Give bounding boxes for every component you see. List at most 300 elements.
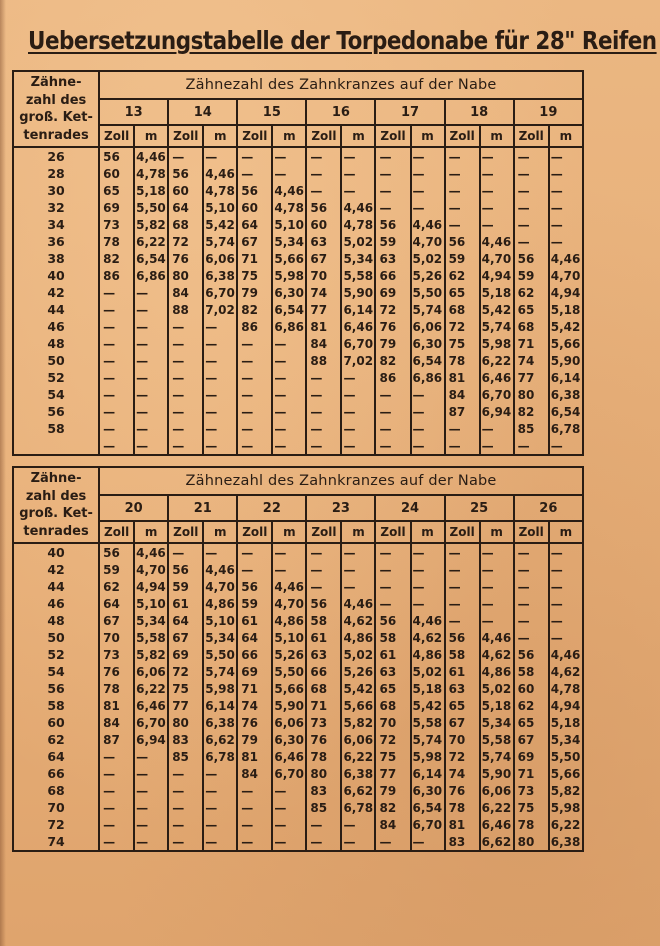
meter-value-cell: —	[134, 420, 168, 437]
table-row	[13, 216, 583, 233]
zoll-value-cell: —	[375, 165, 410, 182]
zoll-value-cell: 76	[306, 731, 341, 748]
meter-value-cell: 7,02	[341, 352, 375, 369]
meter-value-cell: 5,74	[203, 663, 237, 680]
zoll-value-cell: —	[375, 147, 410, 165]
zoll-value-cell: —	[168, 816, 203, 833]
chainring-teeth-cell: 60	[13, 714, 99, 731]
row-header-corner	[13, 71, 99, 147]
table-row	[13, 799, 583, 816]
meter-value-cell: —	[341, 561, 375, 578]
meter-value-cell: 5,90	[549, 352, 583, 369]
unit-m-header: m	[411, 125, 445, 147]
header-row-units	[13, 521, 583, 543]
meter-value-cell: —	[411, 386, 445, 403]
zoll-value-cell: —	[514, 233, 549, 250]
meter-value-cell: 6,70	[411, 816, 445, 833]
meter-value-cell: 6,46	[480, 816, 514, 833]
meter-value-cell: 6,70	[134, 714, 168, 731]
zoll-value-cell: —	[445, 561, 480, 578]
meter-value-cell: 5,98	[272, 267, 306, 284]
zoll-value-cell: 56	[514, 250, 549, 267]
chainring-teeth-cell: 58	[13, 420, 99, 437]
meter-value-cell: 5,10	[203, 612, 237, 629]
unit-m-header: m	[134, 125, 168, 147]
meter-value-cell: 5,02	[341, 646, 375, 663]
zoll-value-cell: 56	[168, 561, 203, 578]
chainring-teeth-cell: 58	[13, 697, 99, 714]
zoll-value-cell: —	[168, 335, 203, 352]
zoll-value-cell: 60	[168, 182, 203, 199]
binding-fold	[0, 0, 6, 946]
zoll-value-cell: 77	[375, 765, 410, 782]
zoll-value-cell: 77	[514, 369, 549, 386]
meter-value-cell: 6,06	[341, 731, 375, 748]
meter-value-cell: 7,02	[203, 301, 237, 318]
table-row	[13, 386, 583, 403]
meter-value-cell: 5,82	[549, 782, 583, 799]
meter-value-cell: 6,38	[203, 267, 237, 284]
zoll-value-cell: 80	[168, 714, 203, 731]
table-row	[13, 629, 583, 646]
meter-value-cell: 5,34	[272, 233, 306, 250]
zoll-value-cell: 87	[99, 731, 134, 748]
zoll-value-cell: 78	[514, 816, 549, 833]
chainring-teeth-cell: 40	[13, 267, 99, 284]
zoll-value-cell: —	[445, 147, 480, 165]
zoll-value-cell: —	[514, 182, 549, 199]
meter-value-cell: 5,50	[411, 284, 445, 301]
meter-value-cell: 5,58	[480, 731, 514, 748]
meter-value-cell: 6,70	[341, 335, 375, 352]
meter-value-cell: —	[549, 182, 583, 199]
zoll-value-cell: —	[306, 386, 341, 403]
meter-value-cell: —	[480, 199, 514, 216]
zoll-value-cell: —	[375, 595, 410, 612]
zoll-value-cell: 73	[99, 646, 134, 663]
zoll-value-cell: 83	[168, 731, 203, 748]
unit-zoll-header: Zoll	[445, 125, 480, 147]
meter-value-cell: 4,62	[480, 646, 514, 663]
meter-value-cell: —	[480, 437, 514, 455]
zoll-value-cell: 74	[514, 352, 549, 369]
row-header-line: tenrades	[23, 127, 89, 143]
meter-value-cell: 4,46	[480, 629, 514, 646]
sprocket-teeth-header: 20	[99, 495, 168, 521]
table-row	[13, 748, 583, 765]
zoll-value-cell: 82	[375, 799, 410, 816]
row-header-line: zahl des	[25, 488, 87, 504]
meter-value-cell: 4,46	[411, 216, 445, 233]
unit-m-header: m	[549, 521, 583, 543]
meter-value-cell: 4,78	[203, 182, 237, 199]
meter-value-cell: 5,66	[549, 335, 583, 352]
meter-value-cell: 6,94	[480, 403, 514, 420]
meter-value-cell: 5,98	[480, 335, 514, 352]
zoll-value-cell: 67	[237, 233, 272, 250]
sprocket-teeth-header: 22	[237, 495, 306, 521]
zoll-value-cell: —	[168, 833, 203, 851]
zoll-value-cell: 77	[306, 301, 341, 318]
meter-value-cell: 5,82	[341, 714, 375, 731]
zoll-value-cell: 76	[168, 250, 203, 267]
meter-value-cell: 4,70	[480, 250, 514, 267]
meter-value-cell: 4,78	[549, 680, 583, 697]
meter-value-cell: 5,98	[411, 748, 445, 765]
zoll-value-cell: 79	[237, 284, 272, 301]
zoll-value-cell: —	[168, 318, 203, 335]
zoll-value-cell: —	[99, 301, 134, 318]
zoll-value-cell: 67	[306, 250, 341, 267]
meter-value-cell: —	[272, 165, 306, 182]
table-row	[13, 612, 583, 629]
meter-value-cell: —	[203, 386, 237, 403]
meter-value-cell: —	[341, 386, 375, 403]
meter-value-cell: 6,06	[411, 318, 445, 335]
meter-value-cell: 6,86	[134, 267, 168, 284]
zoll-value-cell: —	[445, 543, 480, 561]
unit-m-header: m	[411, 521, 445, 543]
table-row	[13, 595, 583, 612]
meter-value-cell: —	[480, 612, 514, 629]
meter-value-cell: —	[203, 352, 237, 369]
zoll-value-cell: —	[237, 782, 272, 799]
table-row	[13, 165, 583, 182]
meter-value-cell: 6,70	[480, 386, 514, 403]
chainring-teeth-cell: 38	[13, 250, 99, 267]
meter-value-cell: 5,42	[549, 318, 583, 335]
unit-zoll-header: Zoll	[375, 521, 410, 543]
sprocket-teeth-header: 17	[375, 99, 444, 125]
zoll-value-cell: —	[514, 147, 549, 165]
meter-value-cell: 4,62	[341, 612, 375, 629]
meter-value-cell: —	[341, 816, 375, 833]
zoll-value-cell: 79	[237, 731, 272, 748]
zoll-value-cell: —	[306, 182, 341, 199]
meter-value-cell: 6,38	[549, 386, 583, 403]
zoll-value-cell: —	[306, 578, 341, 595]
meter-value-cell: 5,50	[549, 748, 583, 765]
table-header	[13, 71, 583, 147]
header-row-units	[13, 125, 583, 147]
meter-value-cell: —	[341, 369, 375, 386]
zoll-value-cell: —	[445, 612, 480, 629]
meter-value-cell: —	[411, 147, 445, 165]
meter-value-cell: —	[549, 147, 583, 165]
meter-value-cell: 6,54	[134, 250, 168, 267]
zoll-value-cell: 60	[237, 199, 272, 216]
meter-value-cell: —	[411, 420, 445, 437]
zoll-value-cell: 74	[237, 697, 272, 714]
meter-value-cell: —	[134, 352, 168, 369]
meter-value-cell: —	[341, 543, 375, 561]
zoll-value-cell: 84	[237, 765, 272, 782]
meter-value-cell: —	[203, 765, 237, 782]
chainring-teeth-cell: 44	[13, 578, 99, 595]
meter-value-cell: —	[341, 182, 375, 199]
meter-value-cell: 5,10	[134, 595, 168, 612]
zoll-value-cell: 76	[237, 714, 272, 731]
chainring-teeth-cell: 54	[13, 386, 99, 403]
zoll-value-cell: —	[168, 147, 203, 165]
unit-zoll-header: Zoll	[375, 125, 410, 147]
meter-value-cell: 5,42	[411, 697, 445, 714]
chainring-teeth-cell: 64	[13, 748, 99, 765]
zoll-value-cell: —	[306, 561, 341, 578]
meter-value-cell: 6,78	[203, 748, 237, 765]
zoll-value-cell: 82	[375, 352, 410, 369]
zoll-value-cell: 61	[375, 646, 410, 663]
zoll-value-cell: —	[237, 165, 272, 182]
table-row	[13, 403, 583, 420]
meter-value-cell: 6,54	[549, 403, 583, 420]
zoll-value-cell: —	[99, 782, 134, 799]
meter-value-cell: —	[134, 403, 168, 420]
meter-value-cell: —	[411, 403, 445, 420]
zoll-value-cell: 74	[445, 765, 480, 782]
table-row	[13, 437, 583, 455]
zoll-value-cell: —	[375, 199, 410, 216]
meter-value-cell: 6,86	[411, 369, 445, 386]
meter-value-cell: —	[549, 578, 583, 595]
zoll-value-cell: 64	[168, 612, 203, 629]
chainring-teeth-cell: 62	[13, 731, 99, 748]
zoll-value-cell: 81	[445, 369, 480, 386]
meter-value-cell: —	[411, 182, 445, 199]
zoll-value-cell: —	[168, 543, 203, 561]
meter-value-cell: 6,46	[134, 697, 168, 714]
meter-value-cell: 5,18	[549, 714, 583, 731]
zoll-value-cell: 66	[375, 267, 410, 284]
chainring-teeth-cell: 42	[13, 561, 99, 578]
zoll-value-cell: 62	[445, 267, 480, 284]
meter-value-cell: 5,10	[203, 199, 237, 216]
zoll-value-cell: 66	[237, 646, 272, 663]
chainring-teeth-cell: 66	[13, 765, 99, 782]
meter-value-cell: 4,78	[341, 216, 375, 233]
unit-zoll-header: Zoll	[99, 521, 134, 543]
zoll-value-cell: 72	[168, 663, 203, 680]
sprocket-teeth-header: 26	[514, 495, 583, 521]
meter-value-cell: 5,34	[341, 250, 375, 267]
zoll-value-cell: 65	[514, 301, 549, 318]
zoll-value-cell: —	[445, 595, 480, 612]
zoll-value-cell: 84	[306, 335, 341, 352]
row-header-line: groß. Ket-	[19, 506, 93, 521]
meter-value-cell: 6,38	[203, 714, 237, 731]
zoll-value-cell: 68	[306, 680, 341, 697]
meter-value-cell: 5,66	[272, 680, 306, 697]
sprocket-teeth-header: 18	[445, 99, 514, 125]
meter-value-cell: —	[341, 147, 375, 165]
zoll-value-cell: —	[99, 437, 134, 455]
meter-value-cell: 4,86	[203, 595, 237, 612]
zoll-value-cell: —	[168, 352, 203, 369]
zoll-value-cell: —	[99, 335, 134, 352]
zoll-value-cell: 81	[99, 697, 134, 714]
zoll-value-cell: 60	[99, 165, 134, 182]
meter-value-cell: 6,38	[341, 765, 375, 782]
table-row	[13, 561, 583, 578]
table-row	[13, 250, 583, 267]
zoll-value-cell: 71	[514, 335, 549, 352]
zoll-value-cell: —	[375, 561, 410, 578]
header-row-nabe	[13, 467, 583, 495]
meter-value-cell: —	[272, 420, 306, 437]
zoll-value-cell: 72	[375, 301, 410, 318]
meter-value-cell: —	[411, 578, 445, 595]
table-row	[13, 714, 583, 731]
meter-value-cell: 6,46	[480, 369, 514, 386]
zoll-value-cell: 65	[445, 284, 480, 301]
meter-value-cell: 4,94	[480, 267, 514, 284]
chainring-teeth-cell: 72	[13, 816, 99, 833]
meter-value-cell: —	[549, 199, 583, 216]
chainring-teeth-cell: 52	[13, 369, 99, 386]
zoll-value-cell: 84	[375, 816, 410, 833]
unit-zoll-header: Zoll	[168, 125, 203, 147]
zoll-value-cell: 79	[375, 782, 410, 799]
meter-value-cell: 6,06	[134, 663, 168, 680]
chainring-teeth-cell: 46	[13, 595, 99, 612]
zoll-value-cell: 65	[375, 680, 410, 697]
table-row	[13, 731, 583, 748]
meter-value-cell: 5,02	[411, 663, 445, 680]
zoll-value-cell: —	[237, 561, 272, 578]
meter-value-cell: 6,54	[272, 301, 306, 318]
meter-value-cell: 5,66	[549, 765, 583, 782]
zoll-value-cell: 64	[237, 216, 272, 233]
zoll-value-cell: —	[375, 403, 410, 420]
meter-value-cell: 4,46	[134, 543, 168, 561]
meter-value-cell: 4,70	[134, 561, 168, 578]
zoll-value-cell: —	[237, 352, 272, 369]
table-row	[13, 369, 583, 386]
meter-value-cell: —	[549, 543, 583, 561]
sprocket-teeth-header: 25	[445, 495, 514, 521]
zoll-value-cell: 77	[168, 697, 203, 714]
header-row-teeth	[13, 495, 583, 521]
zoll-value-cell: 62	[514, 697, 549, 714]
zoll-value-cell: 80	[514, 833, 549, 851]
zoll-value-cell: —	[237, 833, 272, 851]
zoll-value-cell: —	[375, 420, 410, 437]
row-header-line: Zähne-	[30, 75, 82, 90]
meter-value-cell: 6,54	[411, 799, 445, 816]
zoll-value-cell: —	[306, 420, 341, 437]
meter-value-cell: 6,14	[341, 301, 375, 318]
zoll-value-cell: —	[514, 561, 549, 578]
meter-value-cell: —	[272, 147, 306, 165]
meter-value-cell: 5,58	[411, 714, 445, 731]
meter-value-cell: 5,18	[480, 697, 514, 714]
meter-value-cell: 6,46	[272, 748, 306, 765]
meter-value-cell: —	[203, 782, 237, 799]
zoll-value-cell: 56	[514, 646, 549, 663]
meter-value-cell: 6,78	[549, 420, 583, 437]
zoll-value-cell: 56	[99, 147, 134, 165]
meter-value-cell: —	[134, 816, 168, 833]
meter-value-cell: —	[203, 437, 237, 455]
meter-value-cell: —	[134, 833, 168, 851]
zoll-value-cell: 81	[237, 748, 272, 765]
chainring-teeth-cell: 54	[13, 663, 99, 680]
meter-value-cell: —	[272, 816, 306, 833]
zoll-value-cell: 78	[99, 680, 134, 697]
unit-zoll-header: Zoll	[237, 521, 272, 543]
meter-value-cell: 6,62	[341, 782, 375, 799]
meter-value-cell: —	[272, 782, 306, 799]
zoll-value-cell: —	[168, 369, 203, 386]
unit-zoll-header: Zoll	[445, 521, 480, 543]
meter-value-cell: 5,98	[549, 799, 583, 816]
zoll-value-cell: 63	[375, 663, 410, 680]
zoll-value-cell: —	[237, 437, 272, 455]
meter-value-cell: —	[134, 437, 168, 455]
meter-value-cell: 5,26	[341, 663, 375, 680]
zoll-value-cell: 86	[375, 369, 410, 386]
zoll-value-cell: 68	[514, 318, 549, 335]
zoll-value-cell: —	[306, 165, 341, 182]
zoll-value-cell: —	[168, 782, 203, 799]
zoll-value-cell: —	[306, 403, 341, 420]
meter-value-cell: —	[272, 543, 306, 561]
zoll-value-cell: 60	[514, 680, 549, 697]
gear-table-top	[12, 70, 584, 456]
zoll-value-cell: 75	[168, 680, 203, 697]
meter-value-cell: —	[480, 543, 514, 561]
zoll-value-cell: 80	[306, 765, 341, 782]
zoll-value-cell: 56	[306, 199, 341, 216]
meter-value-cell: —	[134, 369, 168, 386]
zoll-value-cell: —	[514, 612, 549, 629]
chainring-teeth-cell	[13, 437, 99, 455]
chainring-teeth-cell: 56	[13, 680, 99, 697]
zoll-value-cell: 80	[168, 267, 203, 284]
group-header: Zähnezahl des Zahnkranzes auf der Nabe	[99, 467, 583, 495]
group-header: Zähnezahl des Zahnkranzes auf der Nabe	[99, 71, 583, 99]
meter-value-cell: 4,70	[203, 578, 237, 595]
meter-value-cell: —	[549, 595, 583, 612]
meter-value-cell: 6,46	[341, 318, 375, 335]
zoll-value-cell: —	[375, 437, 410, 455]
zoll-value-cell: 72	[445, 748, 480, 765]
zoll-value-cell: —	[99, 403, 134, 420]
meter-value-cell: 5,26	[272, 646, 306, 663]
zoll-value-cell: —	[99, 833, 134, 851]
meter-value-cell: —	[272, 386, 306, 403]
meter-value-cell: 4,46	[411, 612, 445, 629]
meter-value-cell: —	[549, 233, 583, 250]
zoll-value-cell: 59	[237, 595, 272, 612]
chainring-teeth-cell: 36	[13, 233, 99, 250]
zoll-value-cell: 71	[237, 250, 272, 267]
zoll-value-cell: 67	[445, 714, 480, 731]
meter-value-cell: 4,46	[549, 646, 583, 663]
zoll-value-cell: 64	[237, 629, 272, 646]
zoll-value-cell: —	[99, 318, 134, 335]
meter-value-cell: —	[341, 578, 375, 595]
chainring-teeth-cell: 50	[13, 352, 99, 369]
zoll-value-cell: 61	[168, 595, 203, 612]
zoll-value-cell: 65	[514, 714, 549, 731]
meter-value-cell: —	[480, 561, 514, 578]
meter-value-cell: 5,02	[411, 250, 445, 267]
zoll-value-cell: —	[99, 799, 134, 816]
meter-value-cell: 6,30	[411, 782, 445, 799]
zoll-value-cell: 70	[306, 267, 341, 284]
zoll-value-cell: 69	[99, 199, 134, 216]
